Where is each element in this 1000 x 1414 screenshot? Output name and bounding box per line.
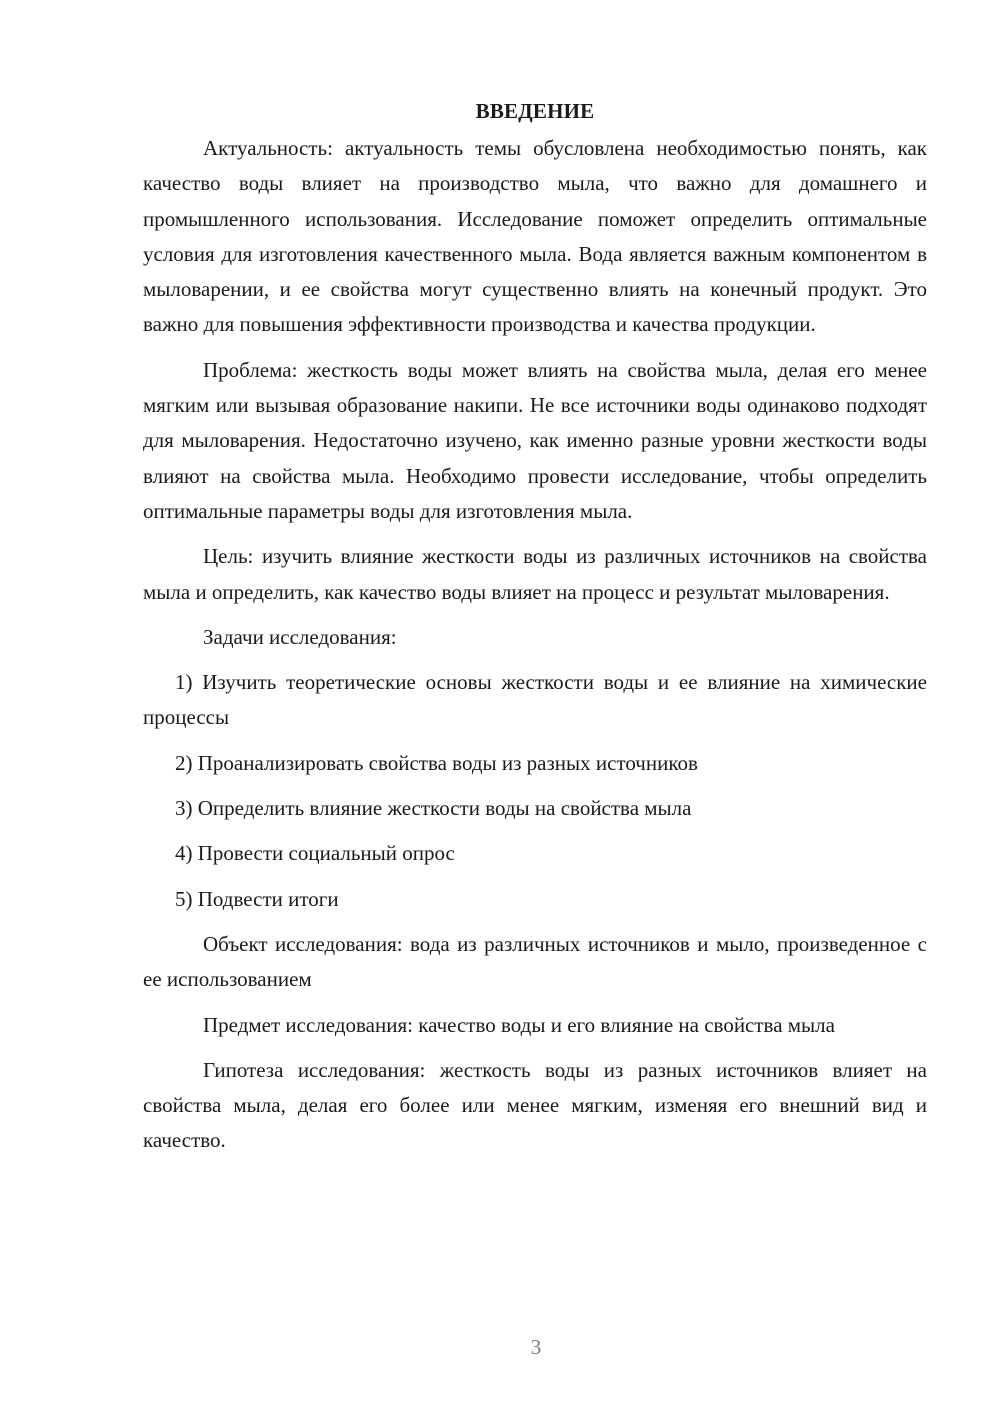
section-title: ВВЕДЕНИЕ (475, 99, 595, 123)
task-item-5: 5) Подвести итоги (175, 886, 339, 911)
paragraph-object: Объект исследования: вода из различных источников и мыло, произведенное с ее использованием (143, 931, 927, 992)
paragraph-hypothesis: Гипотеза исследования: жесткость воды из разных источников влияет на свойства мыла, делая его более или менее мягким, изменяя его внешний вид и качество. (143, 1057, 927, 1153)
paragraph-relevance: Актуальность: актуальность темы обусловлена необходимостью понять, как качество воды влияет на производство мыла, что важно для домашнего и промышленного использования. Исследование поможет определить оптимальные условия для изготовления качественного мыла. Вода является важным компонентом в мыловарении, и ее свойства могут существенно влиять на конечный продукт. Это важно для повышения эффективности производства и качества продукции. (143, 136, 927, 337)
page-content (143, 94, 927, 1169)
page-number: 3 (530, 1335, 542, 1359)
task-item-3: 3) Определить влияние жесткости воды на свойства мыла (175, 796, 692, 821)
paragraph-subject: Предмет исследования: качество воды и его влияние на свойства мыла (203, 1012, 835, 1037)
paragraph-problem: Проблема: жесткость воды может влиять на свойства мыла, делая его менее мягким или вызывая образование накипи. Не все источники воды одинаково подходят для мыловарения. Недостаточно изучено, как именно разные уровни жесткости воды влияют на свойства мыла. Необходимо провести исследование, чтобы определить оптимальные параметры воды для изготовления мыла. (143, 357, 927, 523)
tasks-heading: Задачи исследования: (203, 624, 397, 649)
task-item-2: 2) Проанализировать свойства воды из разных источников (175, 750, 698, 775)
task-item-4: 4) Провести социальный опрос (175, 841, 455, 866)
task-item-1: 1) Изучить теоретические основы жесткости воды и ее влияние на химические процессы (143, 670, 927, 730)
paragraph-goal: Цель: изучить влияние жесткости воды из различных источников на свойства мыла и определить, как качество воды влияет на процесс и результат мыловарения. (143, 544, 927, 604)
